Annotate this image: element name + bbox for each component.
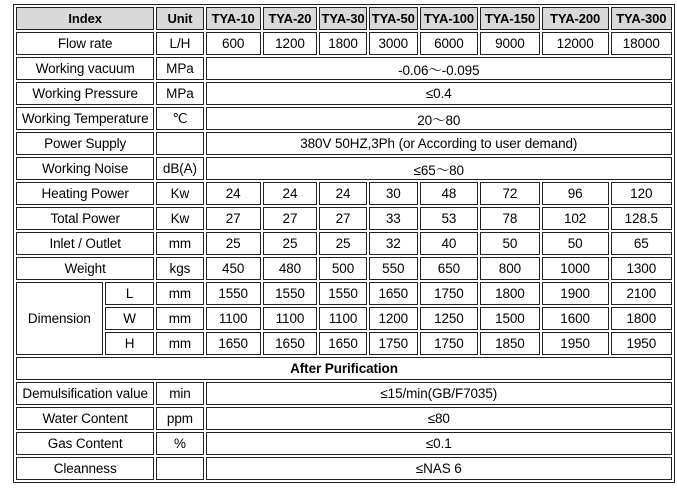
table-cell: 1300 <box>611 257 672 280</box>
row-label: Demulsification value <box>16 382 154 405</box>
row-unit <box>156 132 203 155</box>
row-label: Working vacuum <box>16 57 154 80</box>
merged-value-cell: ≤65～80 <box>206 157 672 180</box>
table-cell: 96 <box>542 182 609 205</box>
table-cell: 50 <box>480 232 539 255</box>
power-supply-row <box>16 132 672 155</box>
row-label: Heating Power <box>16 182 154 205</box>
table-cell: 1550 <box>263 282 317 305</box>
table-cell: 120 <box>611 182 672 205</box>
row-label: Gas Content <box>16 432 154 455</box>
table-cell: 1100 <box>319 307 367 330</box>
row-unit: MPa <box>156 57 203 80</box>
table-cell: 25 <box>206 232 261 255</box>
table-cell: 1950 <box>542 332 609 355</box>
header-model: TYA-10 <box>206 7 261 30</box>
header-unit: Unit <box>156 7 203 30</box>
table-cell: 1200 <box>369 307 418 330</box>
table-cell: 1650 <box>319 332 367 355</box>
table-cell: 53 <box>420 207 479 230</box>
table-cell: 128.5 <box>611 207 672 230</box>
spec-table <box>13 4 675 483</box>
header-model: TYA-50 <box>369 7 418 30</box>
table-cell: 18000 <box>611 32 672 55</box>
row-unit: min <box>156 382 203 405</box>
merged-value-cell: -0.06～-0.095 <box>206 57 672 80</box>
table-cell: 1650 <box>206 332 261 355</box>
row-label: Weight <box>16 257 154 280</box>
table-cell: 102 <box>542 207 609 230</box>
header-model: TYA-30 <box>319 7 367 30</box>
row-unit <box>156 457 203 480</box>
table-cell: 72 <box>480 182 539 205</box>
table-cell: 1500 <box>480 307 539 330</box>
header-model: TYA-150 <box>480 7 539 30</box>
row-unit: kgs <box>156 257 203 280</box>
dimension-sublabel: L <box>105 282 155 305</box>
dimension-sublabel: H <box>105 332 155 355</box>
row-label: Flow rate <box>16 32 154 55</box>
merged-value-cell: ≤NAS 6 <box>206 457 672 480</box>
dimension-w-row <box>16 307 672 330</box>
row-label: Water Content <box>16 407 154 430</box>
section-title: After Purification <box>16 357 672 380</box>
working-temperature-row <box>16 107 672 130</box>
table-cell: 40 <box>420 232 479 255</box>
table-cell: 27 <box>263 207 317 230</box>
table-cell: 25 <box>319 232 367 255</box>
table-cell: 12000 <box>542 32 609 55</box>
water-content-row <box>16 407 672 430</box>
merged-value-cell: 380V 50HZ,3Ph (or According to user demand) <box>206 132 672 155</box>
table-cell: 1800 <box>611 307 672 330</box>
working-pressure-row <box>16 82 672 105</box>
row-label: Working Noise <box>16 157 154 180</box>
row-unit: % <box>156 432 203 455</box>
dimension-label: Dimension <box>16 282 103 355</box>
table-cell: 1850 <box>480 332 539 355</box>
merged-value-cell: ≤80 <box>206 407 672 430</box>
table-cell: 450 <box>206 257 261 280</box>
header-model: TYA-200 <box>542 7 609 30</box>
table-cell: 1000 <box>542 257 609 280</box>
table-cell: 78 <box>480 207 539 230</box>
table-cell: 600 <box>206 32 261 55</box>
dimension-h-row <box>16 332 672 355</box>
row-label: Inlet / Outlet <box>16 232 154 255</box>
table-cell: 3000 <box>369 32 418 55</box>
table-cell: 1950 <box>611 332 672 355</box>
row-unit: MPa <box>156 82 203 105</box>
total-power-row <box>16 207 672 230</box>
after-purification-row <box>16 357 672 380</box>
row-unit: dB(A) <box>156 157 203 180</box>
table-cell: 1600 <box>542 307 609 330</box>
demulsification-row <box>16 382 672 405</box>
header-index: Index <box>16 7 154 30</box>
row-label: Working Temperature <box>16 107 154 130</box>
row-unit: ℃ <box>156 107 203 130</box>
table-cell: 1100 <box>206 307 261 330</box>
table-cell: 65 <box>611 232 672 255</box>
table-cell: 1800 <box>480 282 539 305</box>
working-noise-row <box>16 157 672 180</box>
table-cell: 33 <box>369 207 418 230</box>
table-cell: 800 <box>480 257 539 280</box>
row-label: Power Supply <box>16 132 154 155</box>
table-cell: 25 <box>263 232 317 255</box>
table-cell: 32 <box>369 232 418 255</box>
table-cell: 500 <box>319 257 367 280</box>
table-cell: 1800 <box>319 32 367 55</box>
inlet-outlet-row <box>16 232 672 255</box>
merged-value-cell: ≤15/min(GB/F7035) <box>206 382 672 405</box>
row-unit: mm <box>156 232 203 255</box>
merged-value-cell: 20～80 <box>206 107 672 130</box>
merged-value-cell: ≤0.4 <box>206 82 672 105</box>
row-unit: mm <box>156 332 203 355</box>
table-cell: 650 <box>420 257 479 280</box>
table-cell: 24 <box>263 182 317 205</box>
row-unit: mm <box>156 282 203 305</box>
table-cell: 1650 <box>369 282 418 305</box>
header-model: TYA-20 <box>263 7 317 30</box>
table-cell: 1650 <box>263 332 317 355</box>
table-cell: 6000 <box>420 32 479 55</box>
table-cell: 9000 <box>480 32 539 55</box>
table-cell: 1750 <box>420 332 479 355</box>
dimension-sublabel: W <box>105 307 155 330</box>
table-cell: 30 <box>369 182 418 205</box>
working-vacuum-row <box>16 57 672 80</box>
table-cell: 24 <box>319 182 367 205</box>
header-model: TYA-300 <box>611 7 672 30</box>
table-cell: 1550 <box>319 282 367 305</box>
row-label: Total Power <box>16 207 154 230</box>
row-unit: Kw <box>156 207 203 230</box>
table-cell: 1250 <box>420 307 479 330</box>
table-cell: 480 <box>263 257 317 280</box>
weight-row <box>16 257 672 280</box>
row-unit: L/H <box>156 32 203 55</box>
dimension-l-row <box>16 282 672 305</box>
table-cell: 1550 <box>206 282 261 305</box>
row-label: Working Pressure <box>16 82 154 105</box>
table-cell: 1200 <box>263 32 317 55</box>
row-label: Cleanness <box>16 457 154 480</box>
table-cell: 1100 <box>263 307 317 330</box>
cleanness-row <box>16 457 672 480</box>
table-cell: 27 <box>206 207 261 230</box>
heating-power-row <box>16 182 672 205</box>
row-unit: Kw <box>156 182 203 205</box>
table-cell: 2100 <box>611 282 672 305</box>
table-cell: 27 <box>319 207 367 230</box>
table-cell: 1750 <box>420 282 479 305</box>
header-model: TYA-100 <box>420 7 479 30</box>
merged-value-cell: ≤0.1 <box>206 432 672 455</box>
header-row <box>16 7 672 30</box>
table-cell: 1750 <box>369 332 418 355</box>
table-cell: 24 <box>206 182 261 205</box>
table-cell: 50 <box>542 232 609 255</box>
table-cell: 48 <box>420 182 479 205</box>
flow-rate-row <box>16 32 672 55</box>
row-unit: mm <box>156 307 203 330</box>
table-cell: 1900 <box>542 282 609 305</box>
row-unit: ppm <box>156 407 203 430</box>
table-cell: 550 <box>369 257 418 280</box>
spec-table-container <box>13 4 675 483</box>
gas-content-row <box>16 432 672 455</box>
